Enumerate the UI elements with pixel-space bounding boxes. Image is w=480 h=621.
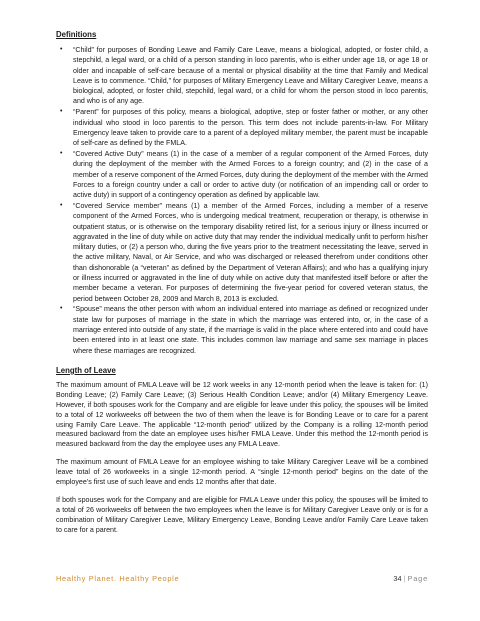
bullet-icon: • bbox=[60, 108, 63, 116]
definition-text: “Parent” for purposes of this policy, means a biological, adoptive, step or foster father or mother, or any other individual who stood in loco parentis to the person. This term does not include parents-in-law. For Military Emergency leave taken to provide care to a parent of a deployed military member, the parent must be incapable of self-care as defined by the FMLA. bbox=[73, 108, 428, 148]
definition-parent bbox=[56, 107, 428, 148]
document-page bbox=[56, 30, 428, 544]
page-number-value: 34 bbox=[393, 574, 402, 583]
page-separator: | bbox=[403, 574, 406, 583]
length-of-leave-section bbox=[56, 366, 428, 536]
bullet-icon: • bbox=[60, 149, 63, 157]
definition-covered-service-member bbox=[56, 201, 428, 304]
bullet-icon: • bbox=[60, 305, 63, 313]
length-of-leave-heading: Length of Leave bbox=[56, 365, 116, 375]
definition-covered-active-duty bbox=[56, 149, 428, 200]
definition-text: “Covered Service member” means (1) a member of the Armed Forces, including a member of a reserve component of the Armed Forces, who is undergoing medical treatment, recuperation or therapy, is otherwise in outpatient status, or is otherwise on the temporary disability retired list, for a serious injury or illness incurred or aggravated in the line of duty while on active duty that may render the individual medically unfit to perform his/her military duties, or (2) a person who, during the five years prior to the treatment necessitating the leave, served in the active military, Naval, or Air Service, and who was discharged or released therefrom under conditions other than dishonorable (a “veteran” as defined by the Department of Veteran Affairs); and who has a qualifying injury or illness incurred or aggravated in the line of duty while on active duty that manifested itself before or after the member became a veteran. For purposes of determining the five-year period for covered veteran status, the period between October 28, 2009 and March 8, 2013 is excluded. bbox=[73, 201, 428, 303]
definitions-list bbox=[56, 45, 428, 356]
definition-text: “Child” for purposes of Bonding Leave and Family Care Leave, means a biological, adopted, or foster child, a stepchild, a legal ward, or a child of a person standing in loco parentis, who is either under age 18, or age 18 or older and incapable of self-care because of a mental or physical disability at the time that Family and Medical Leave is to commence. “Child,” for purposes of Military Emergency Leave and Military Caregiver Leave, means a biological, adopted, or foster child, stepchild, legal ward, or a child for whom the person stood in loco parentis, and who is of any age. bbox=[73, 46, 428, 106]
definition-text: “Covered Active Duty” means (1) in the case of a member of a regular component of the Armed Forces, duty during the deployment of the member with the Armed Forces to a foreign country; and (2) in the case of a member of a reserve component of the Armed Forces, duty during the deployment of the member with the Armed Forces to a foreign country under a call or order to active duty (or notification of an impending call or order to active duty) in support of a contingency operation as defined by applicable law. bbox=[73, 149, 428, 200]
leave-paragraph: The maximum amount of FMLA Leave will be 12 work weeks in any 12-month period when the leave is taken for: (1) Bonding Leave; (2) Family Care Leave; (3) Serious Health Condition Leave; and/or (4) Military Emergency Leave. However, if both spouses work for the Company and are eligible for leave under this policy, the spouses will be limited to a total of 12 workweeks off between the two of them when the leave is for Bonding Leave or to care for a parent using Family Care Leave. The applicable “12-month period” utilized by the Company is a rolling 12-month period measured backward from the date an employee uses his/her FMLA Leave. Under this method the 12-month period is measured backward from the day the employee uses any FMLA Leave. bbox=[56, 380, 428, 449]
definitions-heading: Definitions bbox=[56, 30, 97, 39]
bullet-icon: • bbox=[60, 46, 63, 53]
definition-text: “Spouse” means the other person with whom an individual entered into marriage as defined or recognized under state law for purposes of marriage in the state in which the marriage was entered into, or, in the case of a marriage entered into outside of any state, if the marriage is valid in the place where entered into and could have been entered into in at least one state. This includes common law marriage and same sex marriage in places where these marriages are recognized. bbox=[73, 305, 428, 355]
leave-paragraph: The maximum amount of FMLA Leave for an employee wishing to take Military Caregiver Leave will be a combined leave total of 26 workweeks in a single 12-month period. A “single 12-month period” begins on the date of the employee’s first use of such leave and ends 12 months after that date. bbox=[56, 458, 428, 487]
page-label: Page bbox=[407, 574, 428, 583]
footer-tagline: Healthy Planet. Healthy People bbox=[56, 574, 180, 583]
bullet-icon: • bbox=[60, 201, 63, 209]
definition-spouse bbox=[56, 304, 428, 355]
definition-child bbox=[56, 45, 428, 107]
leave-paragraph: If both spouses work for the Company and are eligible for FMLA Leave under this policy, the spouses will be limited to a total of 26 workweeks off between the two employees when the leave is for Military Caregiver Leave only or is for a combination of Military Caregiver Leave, Military Emergency Leave, Bonding Leave and/or Family Care Leave taken to care for a parent. bbox=[56, 495, 428, 534]
page-number bbox=[393, 574, 428, 583]
